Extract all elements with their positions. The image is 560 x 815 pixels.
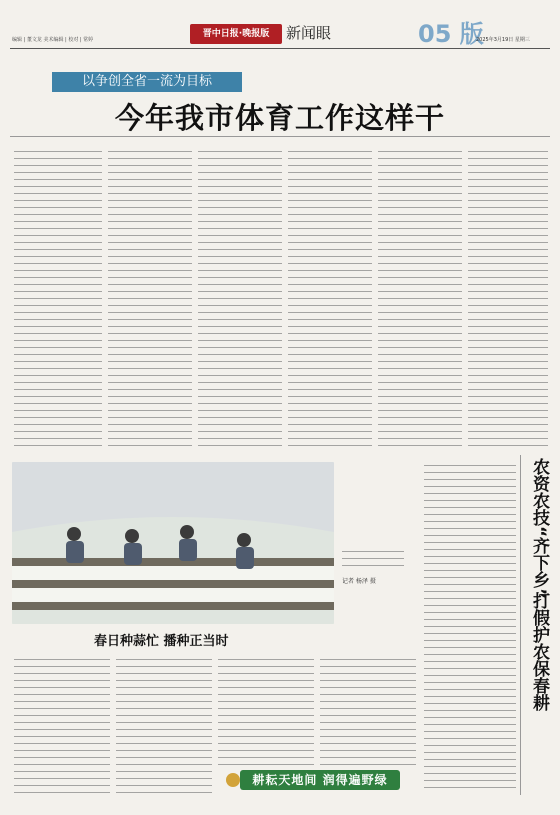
photo-illustration <box>12 462 334 624</box>
page-header <box>0 0 560 52</box>
headline-divider <box>10 136 550 137</box>
banner-badge-icon <box>226 773 240 787</box>
section-name: 新闻眼 <box>286 24 332 42</box>
story-kicker: 以争创全省一流为目标 <box>52 72 242 92</box>
photo-caption-text <box>342 548 404 572</box>
main-story-column-6 <box>468 148 548 448</box>
photo-credit: 记者 杨泽 摄 <box>342 578 376 585</box>
photo-story-column-1 <box>14 656 110 796</box>
side-story-divider <box>520 455 521 795</box>
side-story-column-1 <box>424 462 516 792</box>
main-story-column-3 <box>198 148 282 448</box>
main-story-column-4 <box>288 148 372 448</box>
main-story-column-1 <box>14 148 102 448</box>
editor-credits: 编辑 | 董文龙 美术编辑 | 校对 | 常婷 <box>12 37 94 43</box>
main-headline: 今年我市体育工作这样干 <box>114 101 445 135</box>
photo-story-column-4 <box>320 656 416 766</box>
newspaper-logo: 晋中日报·晚报版 <box>190 24 282 44</box>
page-number: 05 版 <box>418 20 484 48</box>
photo-story-headline: 春日种蒜忙 播种正当时 <box>94 634 229 649</box>
main-story-column-2 <box>108 148 192 448</box>
photo-story-column-3 <box>218 656 314 766</box>
header-divider <box>10 48 550 49</box>
main-story-column-5 <box>378 148 462 448</box>
page-date: 2025年3月19日 星期三 <box>476 37 530 43</box>
promo-banner: 耕耘天地间 润得遍野绿 <box>240 770 400 790</box>
side-story-headline-2: 打假护农保春耕 <box>529 592 549 711</box>
side-story-headline-1: 农资农技“齐下乡” <box>529 458 549 600</box>
photo-story-column-2 <box>116 656 212 796</box>
garlic-planting-photo <box>12 462 334 624</box>
